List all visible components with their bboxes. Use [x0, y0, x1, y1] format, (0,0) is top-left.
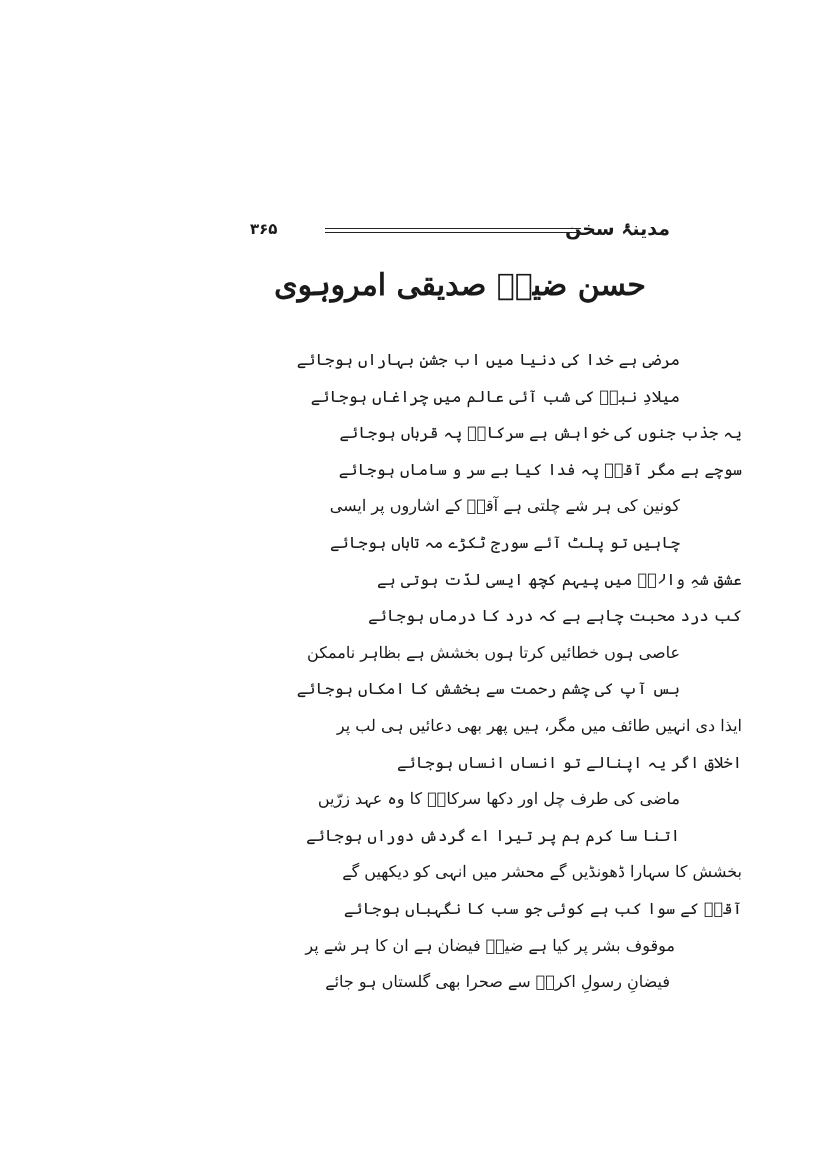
poem-body	[180, 348, 742, 1007]
verse-line: آقاؐ کے سوا کب ہے کوئی جو سب کا نگہباں ہوجائے	[343, 898, 742, 918]
header-rule-top	[325, 228, 581, 229]
verse-line: چاہیں تو پلٹ آئے سورج ٹکڑے مہ تاباں ہوجائے	[329, 532, 680, 552]
verse-line: بخشش کا سہارا ڈھونڈیں گے محشر میں انہی کو دیکھیں گے	[342, 862, 742, 882]
verse-line: عاصی ہوں خطائیں کرتا ہوں بخشش ہے بظاہر ناممکن	[307, 642, 680, 662]
verse-line: کب درد محبت چاہے ہے کہ درد کا درماں ہوجائے	[368, 606, 742, 626]
verse-line: کونین کی ہر شے چلتی ہے آقاؐ کے اشاروں پر ایسی	[329, 496, 680, 516]
verse-line: اتنا سا کرم ہم پر تیرا اے گردش دوراں ہوجائے	[306, 825, 680, 845]
verse-line: بس آپ کی چشم رحمت سے بخشش کا امکاں ہوجائے	[296, 679, 680, 699]
header-rule-bottom	[325, 232, 581, 233]
verse-line: میلادِ نبیؐ کی شب آئی عالم میں چراغاں ہوجائے	[310, 386, 680, 406]
verse-line: یہ جذب جنوں کی خواہش ہے سرکارؐ پہ قرباں ہوجائے	[339, 423, 742, 443]
page-number: ۳۶۵	[250, 220, 278, 238]
verse-line: سوچے ہے مگر آقاؐ پہ فدا کیا بے سر و ساماں ہوجائے	[338, 459, 742, 479]
verse-line: مرضی ہے خدا کی دنیا میں اب جشن بہاراں ہوجائے	[296, 350, 680, 369]
poet-name: حسن ضیاؔ صدیقی امروہوی	[274, 268, 646, 303]
book-title: مدینۂ سخن	[565, 218, 670, 240]
verse-line: ایذا دی انہیں طائف میں مگر، ہیں پھر بھی دعائیں ہی لب پر	[336, 715, 742, 735]
page-header	[250, 218, 670, 248]
verse-line: موقوف بشر پر کیا ہے ضیاؔ فیضان ہے ان کا ہر شے پر	[305, 935, 675, 955]
verse-line: عشق شہِ والاؐ میں پیہم کچھ ایسی لذّت ہوتی ہے	[377, 569, 742, 589]
verse-line: ماضی کی طرف چل اور دکھا سرکارؐ کا وہ عہد زرّیں	[317, 789, 680, 809]
verse-line: اخلاق اگر یہ اپنالے تو انساں انساں ہوجائے	[397, 752, 742, 772]
verse-line: فیضانِ رسولِ اکرمؐ سے صحرا بھی گلستاں ہو جائے	[325, 972, 670, 992]
